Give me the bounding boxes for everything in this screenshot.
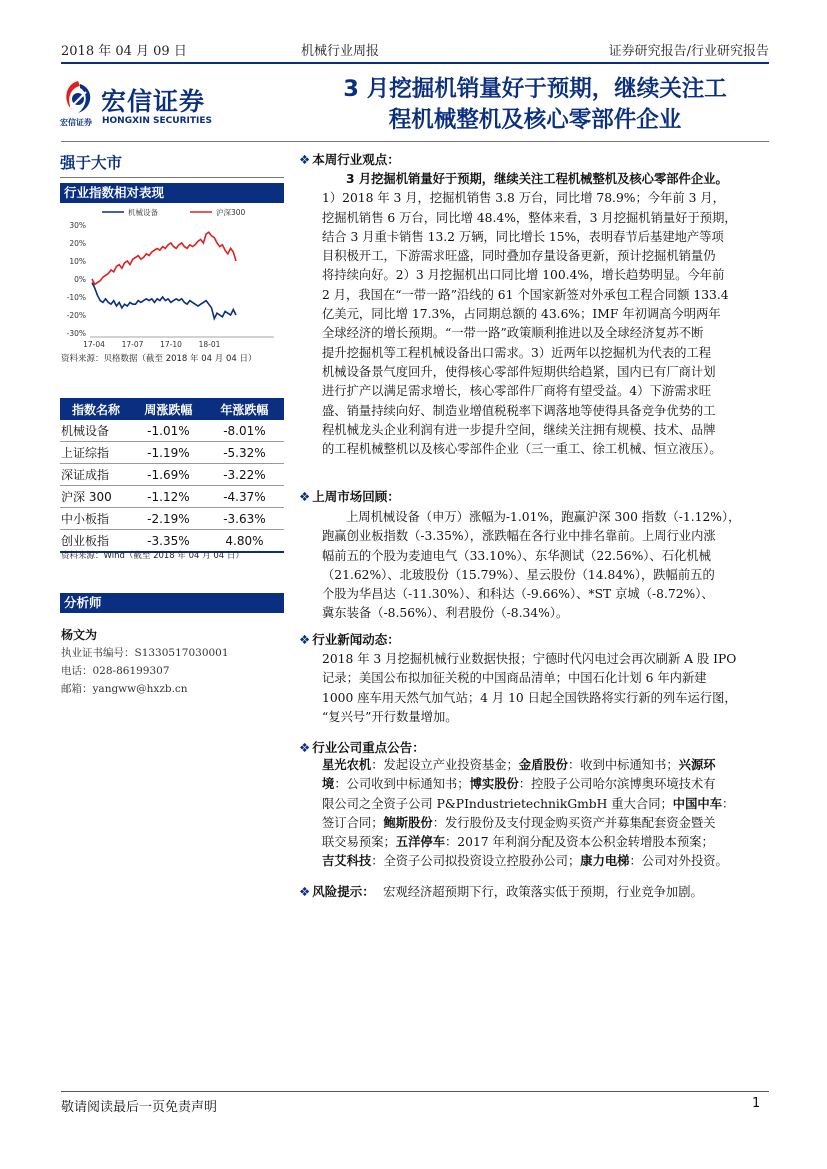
announcement-text: 签订合同； xyxy=(322,815,384,830)
legend-label: 沪深300 xyxy=(216,208,246,217)
company-name: 五洋停车 xyxy=(395,835,445,850)
table-row xyxy=(60,464,284,486)
industry-rating: 强于大市 xyxy=(60,154,123,172)
week-change: -3.35% xyxy=(132,530,205,553)
y-tick-label: 30% xyxy=(69,221,86,230)
company-name: 金盾股份 xyxy=(518,758,568,772)
y-tick-label: -30% xyxy=(66,329,86,338)
announcement-line xyxy=(322,775,769,794)
company-name: 博实股份 xyxy=(469,777,519,792)
analyst-phone: 电话：028-86199307 xyxy=(61,665,170,677)
footer-disclaimer[interactable]: 敬请阅读最后一页免责声明 xyxy=(61,1100,218,1115)
company-name: 境 xyxy=(322,777,335,792)
x-tick-label: 18-01 xyxy=(198,340,221,349)
week-change: -1.69% xyxy=(132,464,205,486)
index-name: 创业板指 xyxy=(60,530,132,553)
table-row xyxy=(60,420,284,442)
report-title xyxy=(300,74,770,136)
week-change: -1.19% xyxy=(132,442,205,464)
risk-heading: ❖ 风险提示： 宏观经济超预期下行，政策落实低于预期，行业竞争加剧。 xyxy=(299,884,703,899)
index-name: 深证成指 xyxy=(60,464,132,486)
announcement-text: ：收到中标通知书； xyxy=(567,758,679,772)
report-date: 2018 年 04 月 09 日 xyxy=(61,44,187,59)
week-change: -1.01% xyxy=(132,420,205,442)
company-name: 吉艾科技 xyxy=(322,854,372,869)
col-header-year: 年涨跌幅 xyxy=(205,398,284,420)
announcement-text: 限公司之全资子公司 P&PIndustrietechnikGmbH 重大合同； xyxy=(322,796,673,811)
market-paragraph: 上周机械设备（申万）涨幅为-1.01%，跑赢沪深 300 指数（-1.12%）， 跑赢创业板指数（-3.35%），涨跌幅在各行业中排名靠前。上周行业内涨 幅前五的个股为麦迪电气（33.10%）、东华测试（22.56%）、石化机械 （21.62%）、北玻股份（15.79%）、星云股份（14.84%），跌幅前五的 个股为华昌达（-11.30%）、和科达（-9.66%）、*ST 京城（-8.72%）、 冀东装备（-8.56%）、利君股份（-8.34%）。 xyxy=(322,510,741,621)
footer-rule xyxy=(61,1091,769,1092)
view-paragraph: 3 月挖掘机销量好于预期，继续关注工程机械整机及核心零部件企业。 1）2018 年 3 月，挖掘机销售 3.8 万台，同比增 78.9%；今年前 3 月， 挖掘机销售 6 万台，同比增 48.4%，整体来看，3 月挖掘机销量好于预期， 结合 3 月重卡销售 13.2 万辆，同比增长 15%，表明春节后基建地产等项 目积极开工，下游需求旺盛，同时叠加存量设备更新，预计挖掘机销量仍 将持续向好。2）3 月挖掘机出口同比增 100.4%，增长趋势明显。今年前 2 月，我国在“一带一路”沿线的 61 个国家新签对外承包工程合同额 133.4 亿美元，同比增 17.3%，占同期总额的 43.6%；IMF 年初调高今明两年 全球经济的增长预期。“一带一路”政策顺利推进以及全球经济复苏不断 提升挖掘机等工程机械设备出口需求。3）近两年以挖掘机为代表的工程 机械设备景气度回升，使得核心零部件短期供给趋紧，国内已有厂商计划 进行扩产以满足需求增长，核心零部件厂商将有望受益。4）下游需求旺 盛、销量持续向好、制造业增值税税率下调落地等使得具备竞争优势的工 程机械龙头企业利润有进一步提升空间，继续关注拥有规模、技术、品牌 的工程机械整机以及核心零部件企业（三一重工、徐工机械、恒立液压）。 xyxy=(322,172,737,457)
view-bold-lead: 3 月挖掘机销量好于预期，继续关注工程机械整机及核心零部件企业。 xyxy=(346,172,728,186)
legend-label: 机械设备 xyxy=(128,208,158,217)
week-change: -1.12% xyxy=(132,486,205,508)
news-heading: ❖ 行业新闻动态： xyxy=(299,632,400,647)
announcement-text: ：发起设立产业投资基金； xyxy=(371,758,519,772)
page-number: 1 xyxy=(752,1096,761,1111)
index-name: 沪深 300 xyxy=(60,486,132,508)
table-source: 资料来源：Wind（截至 2018 年 04 月 04 日） xyxy=(61,551,244,561)
rating-rule xyxy=(60,177,284,178)
table-row xyxy=(60,508,284,530)
analyst-email[interactable]: 邮箱：yangww@hxzb.cn xyxy=(61,683,188,695)
risk-text: 宏观经济超预期下行，政策落实低于预期，行业竞争加剧。 xyxy=(383,885,703,899)
chart-source: 资料来源：贝格数据（截至 2018 年 04 月 04 日） xyxy=(61,354,257,364)
year-change: -3.22% xyxy=(205,464,284,486)
announcements-heading: ❖ 行业公司重点公告： xyxy=(299,740,425,755)
announcement-text: ：2017 年利润分配及资本公积金转增股本预案； xyxy=(445,835,714,850)
analyst-heading: 分析师 xyxy=(60,593,284,613)
relative-performance-chart xyxy=(60,205,284,351)
year-change: -8.01% xyxy=(205,420,284,442)
news-paragraph: 2018 年 3 月挖掘机械行业数据快报；宁德时代闪电过会再次刷新 A 股 IPO 记录；美国公布拟加征关税的中国商品清单；中国石化计划 6 年内新建 1000 座车用天然气加气站；4 月 10 日起全国铁路将实行新的列车运行图， “复兴号”开行数量增加。 xyxy=(322,652,737,724)
table-row xyxy=(60,486,284,508)
logo-tag: 宏信证券 xyxy=(60,118,92,127)
announcement-line xyxy=(322,795,769,814)
view-heading: ❖ 本周行业观点： xyxy=(299,152,400,167)
announcement-line xyxy=(322,756,769,775)
x-tick-label: 17-10 xyxy=(160,340,182,349)
market-heading: ❖ 上周市场回顾： xyxy=(299,489,400,504)
index-table xyxy=(60,398,284,553)
title-line-1: 3 月挖掘机销量好于预期，继续关注工 xyxy=(343,76,727,102)
analyst-name: 杨文为 xyxy=(61,628,98,642)
analyst-license: 执业证书编号：S1330517030001 xyxy=(61,647,229,659)
diamond-bullet-icon: ❖ xyxy=(299,884,311,899)
title-rule xyxy=(61,141,769,142)
report-category: 证券研究报告/行业研究报告 xyxy=(608,44,769,59)
week-change: -2.19% xyxy=(132,508,205,530)
year-change: -3.63% xyxy=(205,508,284,530)
announcement-text: ：控股子公司哈尔滨博奥环境技术有 xyxy=(518,777,716,792)
announcement-line xyxy=(322,852,769,871)
col-header-week: 周涨跌幅 xyxy=(132,398,205,420)
y-tick-label: -20% xyxy=(66,311,86,320)
index-name: 机械设备 xyxy=(60,420,132,442)
index-table-header xyxy=(60,398,284,420)
announcement-text: ：发行股份及支付现金购买资产并募集配套资金暨关 xyxy=(432,815,716,830)
title-line-2: 程机械整机及核心零部件企业 xyxy=(388,107,682,133)
year-change: -5.32% xyxy=(205,442,284,464)
y-tick-label: -10% xyxy=(66,293,86,302)
announcement-line xyxy=(322,814,769,833)
year-change: -4.37% xyxy=(205,486,284,508)
table-row xyxy=(60,442,284,464)
index-name: 上证综指 xyxy=(60,442,132,464)
hongxin-logo-icon xyxy=(60,78,96,116)
x-tick-label: 17-07 xyxy=(121,340,144,349)
announcements-paragraph xyxy=(322,756,769,872)
company-name: 中国中车 xyxy=(672,796,722,811)
header-rule xyxy=(61,62,769,64)
announcement-line xyxy=(322,833,769,852)
announcement-text: ： xyxy=(722,796,735,811)
y-tick-label: 20% xyxy=(69,239,86,248)
announcement-text: ：公司收到中标通知书； xyxy=(334,777,470,792)
series-line-csi300 xyxy=(92,232,236,284)
diamond-bullet-icon: ❖ xyxy=(299,740,311,755)
chart-heading: 行业指数相对表现 xyxy=(60,183,284,203)
company-name: 星光农机 xyxy=(322,758,372,772)
index-name: 中小板指 xyxy=(60,508,132,530)
diamond-bullet-icon: ❖ xyxy=(299,489,311,504)
company-name: 鲍斯股份 xyxy=(383,815,433,830)
diamond-bullet-icon: ❖ xyxy=(299,632,311,647)
series-line-machinery xyxy=(92,283,236,319)
x-tick-label: 17-04 xyxy=(83,340,105,349)
announcement-text: 联交易预案； xyxy=(322,835,396,850)
logo-name-en: HONGXIN SECURITIES xyxy=(102,116,212,126)
announcement-text: ：公司对外投资。 xyxy=(629,854,728,869)
year-change: 4.80% xyxy=(205,530,284,553)
report-type: 机械行业周报 xyxy=(301,44,380,59)
diamond-bullet-icon: ❖ xyxy=(299,152,311,167)
col-header-name: 指数名称 xyxy=(60,398,132,420)
company-name: 兴源环 xyxy=(678,758,716,772)
y-tick-label: 10% xyxy=(69,257,86,266)
logo-name: 宏信证券 xyxy=(101,87,206,116)
announcement-text: ：全资子公司拟投资设立控股孙公司； xyxy=(371,854,581,869)
company-name: 康力电梯 xyxy=(580,854,630,869)
y-tick-label: 0% xyxy=(74,275,86,284)
